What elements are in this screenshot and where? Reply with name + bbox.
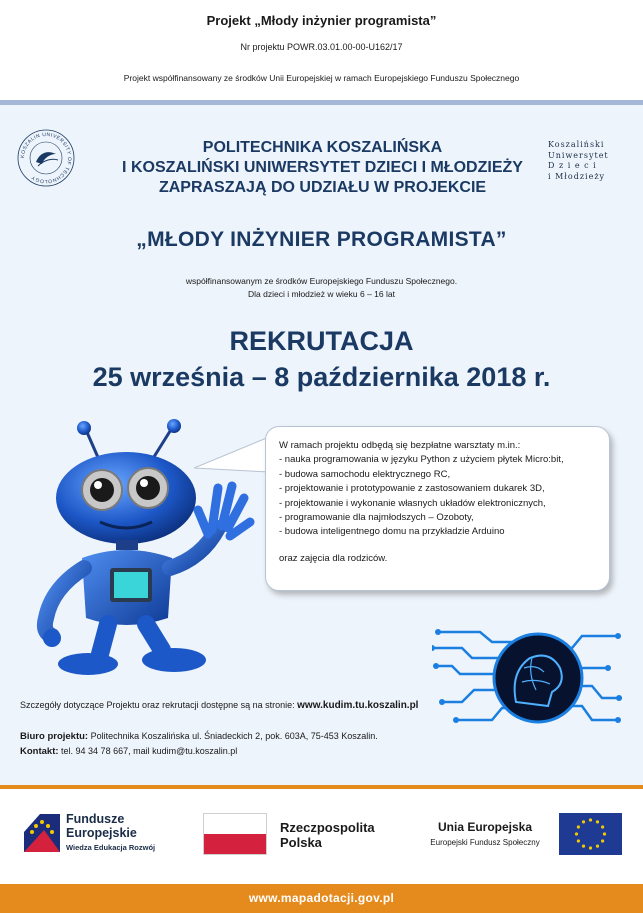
recruitment-heading: REKRUTACJA xyxy=(229,326,414,356)
cofinance-note xyxy=(0,275,643,301)
eu-text xyxy=(420,820,550,847)
cofinance-statement: Projekt współfinansowany ze środków Unii Europejskiej w ramach Europejskiego Funduszu Społecznego xyxy=(123,73,520,83)
kudim-logo-line: i Młodzieży xyxy=(548,171,606,181)
workshop-item: - projektowanie i wykonanie własnych układów elektronicznych, xyxy=(279,497,546,509)
pl-line: Polska xyxy=(280,835,322,850)
details-line xyxy=(20,700,630,711)
cofinance-line: współfinansowanym ze środków Europejskiego Funduszu Społecznego. xyxy=(185,276,458,286)
workshops-intro: W ramach projektu odbędą się bezpłatne warsztaty m.in.: xyxy=(279,440,521,451)
brain-circuit-icon xyxy=(432,628,622,728)
workshop-item: - projektowanie i prototypowanie z zastosowaniem dukarek 3D, xyxy=(279,483,545,495)
fe-line: Europejskie xyxy=(66,826,137,840)
svg-text:KOSZALIN UNIVERSITY OF TECHNOL xyxy=(20,132,72,184)
contact-label: Kontakt: xyxy=(20,746,59,757)
kudim-logo-line: Uniwersytet xyxy=(548,150,609,160)
polish-flag-icon xyxy=(203,813,267,855)
workshop-item: - nauka programowania w języku Python z użyciem płytek Micro:bit, xyxy=(279,454,564,466)
invitation-line: ZAPRASZAJĄ DO UDZIAŁU W PROJEKCIE xyxy=(158,179,487,196)
workshop-item: - budowa inteligentnego domu na przykładzie Arduino xyxy=(279,526,505,538)
workshops-outro: oraz zajęcia dla rodziców. xyxy=(279,552,388,564)
top-header xyxy=(0,0,643,100)
invitation-heading xyxy=(80,138,565,198)
age-range-line: Dla dzieci i młodzież w wieku 6 – 16 lat xyxy=(248,289,395,299)
speech-bubble-tail xyxy=(194,432,274,492)
workshop-item: - programowanie dla najmłodszych – Ozoboty, xyxy=(279,512,474,524)
bottom-bar xyxy=(0,884,643,913)
workshops-speech-bubble xyxy=(265,426,610,591)
eu-flag-icon xyxy=(559,813,622,855)
workshops-list xyxy=(279,439,601,566)
contact-details: tel. 94 34 78 667, mail kudim@tu.koszalin.pl xyxy=(58,746,238,756)
project-number: Nr projektu POWR.03.01.00-00-U162/17 xyxy=(240,42,403,52)
project-name: Projekt „Młody inżynier programista” xyxy=(206,13,437,28)
kudim-logo-line: Koszaliński xyxy=(548,140,605,149)
fundusze-europejskie-text xyxy=(66,812,137,840)
fe-tagline: Wiedza Edukacja Rozwój xyxy=(66,843,156,852)
details-text: Szczegóły dotyczące Projektu oraz rekrutacji dostępne są na stronie: xyxy=(20,700,298,710)
recruitment-dates: 25 września – 8 października 2018 r. xyxy=(92,362,551,392)
kudim-logo-line: D z i e c i xyxy=(548,161,597,170)
office-label: Biuro projektu: xyxy=(20,731,89,742)
university-seal-text: KOSZALIN UNIVERSITY OF TECHNOLOGY xyxy=(19,131,73,185)
eu-title: Unia Europejska xyxy=(437,820,533,834)
fe-line: Fundusze xyxy=(66,812,125,826)
invitation-line: POLITECHNIKA KOSZALIŃSKA xyxy=(202,139,443,156)
mapadotacji-link[interactable]: www.mapadotacji.gov.pl xyxy=(248,891,395,905)
fundusze-europejskie-logo-icon xyxy=(22,812,62,854)
pl-line: Rzeczpospolita xyxy=(280,820,375,835)
eu-subtitle: Europejski Fundusz Społeczny xyxy=(430,838,540,847)
workshop-item: - budowa samochodu elektrycznego RC, xyxy=(279,468,451,480)
university-logo-icon xyxy=(16,128,76,188)
office-address: Politechnika Koszalińska ul. Śniadeckich 2, pok. 603A, 75-453 Koszalin. xyxy=(88,731,378,741)
project-title: „MŁODY INŻYNIER PROGRAMISTA” xyxy=(136,228,507,251)
invitation-line: I KOSZALIŃSKI UNIWERSYTET DZIECI I MŁODZIEŻY xyxy=(122,159,523,176)
project-office xyxy=(20,729,620,759)
kudim-website-link[interactable]: www.kudim.tu.koszalin.pl xyxy=(297,700,419,711)
rzeczpospolita-polska-text xyxy=(280,820,375,850)
